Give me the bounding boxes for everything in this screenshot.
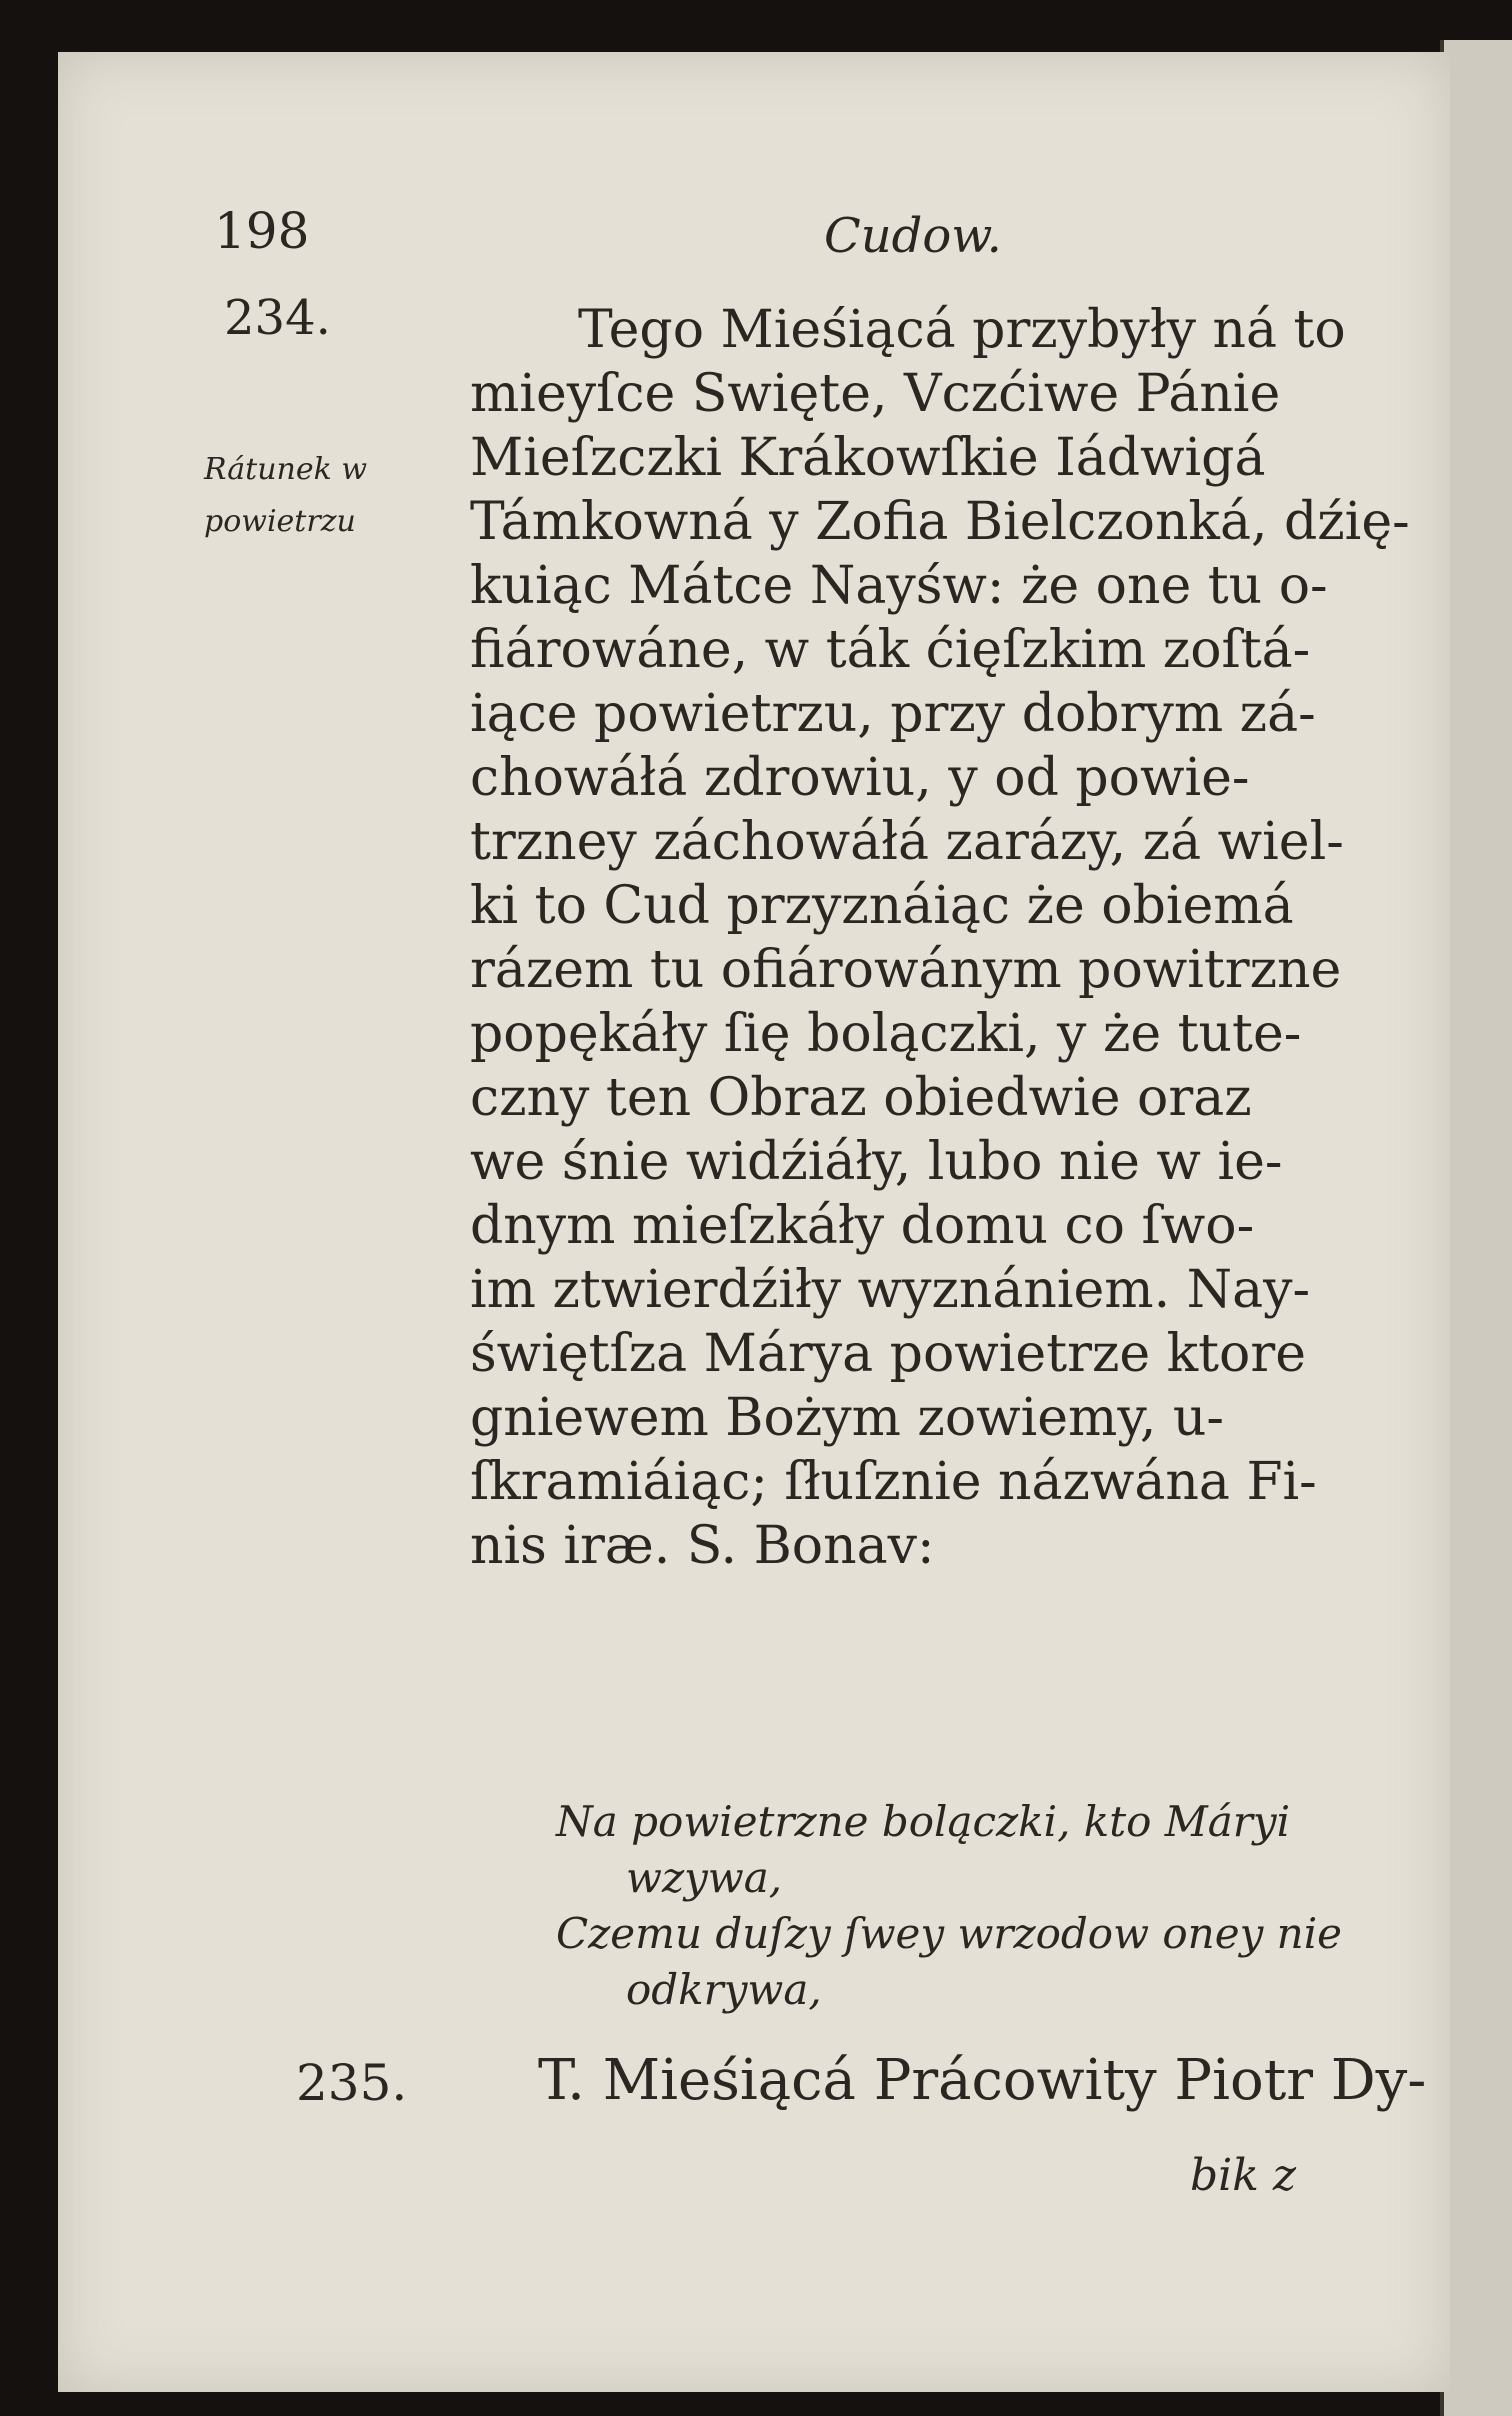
catchword: bik z: [1190, 2150, 1297, 2201]
body-line: fiárowáne, w ták ćięſzkim zoſtá-: [470, 620, 1311, 680]
body-line: Tego Mieśiącá przybyły ná to: [578, 300, 1346, 360]
verse-line: odkrywa,: [626, 1965, 822, 2014]
page-number: 198: [214, 202, 310, 260]
verse-block: [556, 1794, 1436, 2018]
body-line: iące powietrzu, przy dobrym zá-: [470, 684, 1316, 744]
body-line: trzney záchowáłá zarázy, zá wiel-: [470, 812, 1344, 872]
body-line: dnym mieſzkáły domu co ſwo-: [470, 1196, 1255, 1256]
verse-line: wzywa,: [626, 1853, 783, 1902]
body-line: czny ten Obraz obiedwie oraz: [470, 1068, 1252, 1128]
body-line: we śnie widźiáły, lubo nie w ie-: [470, 1132, 1283, 1192]
body-line: świętſza Márya powietrze ktore: [470, 1324, 1306, 1384]
page-text: [58, 52, 1450, 2392]
body-line: ſkramiáiąc; ſłuſznie názwána Fi-: [470, 1452, 1317, 1512]
book-page: [58, 52, 1450, 2392]
margin-note-line: Rátunek w: [204, 452, 368, 487]
body-line: popękáły ſię bolączki, y że tute-: [470, 1004, 1302, 1064]
article-body: [470, 298, 1410, 1578]
margin-note-line: powietrzu: [204, 504, 356, 539]
body-line: ki to Cud przyznáiąc że obiemá: [470, 876, 1294, 936]
body-line: nis iræ. S. Bonav:: [470, 1516, 935, 1576]
next-article-line: T. Mieśiącá Prácowity Piotr Dy-: [538, 2048, 1427, 2113]
verse-line: Czemu duſzy ſwey wrzodow oney nie: [556, 1909, 1342, 1958]
body-line: kuiąc Mátce Nayśw: że one tu o-: [470, 556, 1328, 616]
article-number: 234.: [224, 290, 331, 346]
running-head: Cudow.: [824, 208, 1002, 264]
body-line: Támkowná y Zofia Bielczonká, dźię-: [470, 492, 1410, 552]
body-line: rázem tu ofiárowánym powitrzne: [470, 940, 1342, 1000]
body-line: chowáłá zdrowiu, y od powie-: [470, 748, 1250, 808]
body-line: mieyſce Swięte, Vczćiwe Pánie: [470, 364, 1281, 424]
margin-note: [204, 444, 404, 548]
adjacent-page-edge: [1440, 40, 1512, 2416]
body-line: im ztwierdźiły wyznániem. Nay-: [470, 1260, 1311, 1320]
body-line: gniewem Bożym zowiemy, u-: [470, 1388, 1224, 1448]
verse-line: Na powietrzne bolączki, kto Máryi: [556, 1797, 1291, 1846]
next-article-number: 235.: [296, 2054, 408, 2112]
body-line: Mieſzczki Krákowſkie Iádwigá: [470, 428, 1266, 488]
